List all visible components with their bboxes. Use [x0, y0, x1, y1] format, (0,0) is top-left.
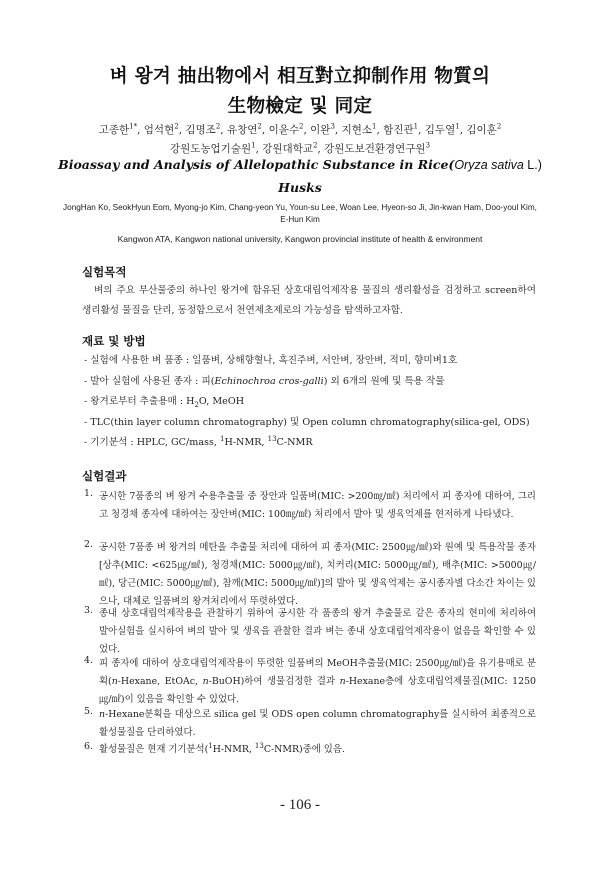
author-affiliation-mark: 2: [174, 122, 179, 131]
page-number: - 106 -: [280, 797, 320, 813]
author-name: 유창연: [226, 124, 258, 136]
methods-item-instruments: [84, 434, 536, 448]
results-item-number: 3.: [84, 605, 93, 616]
author-name: 고종한: [98, 124, 130, 136]
author-name: 김두열: [424, 124, 456, 136]
results-item-number: 4.: [84, 655, 93, 666]
results-item-number: 2.: [84, 539, 93, 550]
purpose-text: 벼의 주요 부산물중의 하나인 왕겨에 함유된 상호대립억제작용 물질의 생리활성을 검정하고 screen하여 생리활성 물질을 단리, 동정함으로서 천연제초제로의 가능성을 탐색하고자함.: [82, 285, 536, 316]
methods-instruments-sup1: 1: [219, 434, 225, 443]
author-name: 김이훈: [466, 124, 497, 136]
korean-authors: [60, 121, 540, 159]
author-name: 이완: [310, 124, 331, 136]
results-item-text: 피 종자에 대하여 상호대립억제작용이 뚜렷한 일품벼의 MeOH추출물(MIC: 2500㎍/㎖)을 유기용매로 분획(n-Hexane, EtOAc, n-BuOH)하여 생물검정한 결과 n-Hexane층에 상호대립억제물질(MIC: 1250㎍/㎖)이 있음을 확인할 수 있었다.: [99, 658, 537, 705]
methods-instruments-suffix: C-NMR: [276, 437, 313, 448]
author-name: 이윤수: [268, 124, 299, 136]
results-heading: 실험결과: [82, 469, 127, 483]
korean-author-names: 고종한$^{1*}$, 엄석현$^2$, 김명조$^2$, 유창연$^2$, 이윤수$^2$, 이완$^3$, 지현소$^1$, 함진관$^1$, 김두열$^1$, 김이훈$^2$: [98, 122, 502, 136]
methods-seeds-species: Echinochroa cros-galli: [214, 376, 324, 387]
results-item-number: 5.: [84, 706, 93, 717]
author-affiliation-mark: 1: [413, 122, 419, 131]
author-affiliation-mark: 1: [455, 122, 460, 131]
english-title-species: Oryza sativa: [454, 158, 524, 172]
methods-seeds-prefix: - 발아 실험에 사용된 종자 : 피(: [84, 376, 215, 387]
author-name: 강원대학교: [262, 143, 313, 155]
english-title-suffix: L.): [523, 158, 542, 172]
author-affiliation-mark: 1: [251, 141, 256, 150]
methods-instruments-mid: H-NMR,: [224, 437, 268, 448]
methods-item-chromatography: - TLC(thin layer column chromatography) 및 Open column chromatography(silica-gel, ODS): [84, 417, 530, 428]
author-affiliation-mark: 2: [299, 122, 304, 131]
results-item-text: 공시한 7품종 벼 왕겨의 메탄올 추출물 처리에 대하여 피 종자(MIC: 2500㎍/㎖)와 원예 및 특용작물 종자[상추(MIC: <625㎍/㎖), 청경채(MIC: 5000㎍/㎖), 치커리(MIC: 5000㎍/㎖), 배추(MIC: >5000㎍/㎖), 당근(MIC: 5000㎍/㎖), 참깨(MIC: 5000㎍/㎖)]의 발아 및 생육억제는 공시종자별 다소간 차이는 있으나, 대체로 일품벼의 왕겨처리에서 뚜렷하였다.: [99, 542, 536, 607]
methods-solvents-suffix: O, MeOH: [198, 396, 245, 407]
results-item-number: 6.: [84, 741, 93, 752]
title-line-2: 生物檢定 및 同定: [227, 96, 373, 117]
purpose-heading: 실험목적: [82, 265, 127, 279]
author-name: 엄석현: [143, 124, 175, 136]
english-title-prefix: Bioassay and Analysis of Allelopathic Substance in Rice(: [58, 157, 455, 172]
methods-heading: 재료 및 방법: [82, 334, 146, 348]
author-name: 김명조: [185, 124, 216, 136]
author-affiliation-mark: 2: [496, 122, 502, 131]
author-affiliation-mark: 3: [330, 122, 335, 131]
methods-solvents-sub: 2: [194, 400, 199, 409]
methods-item-cultivars: - 실험에 사용한 벼 품종 : 일품벼, 상해향혈나, 흑진주벼, 서안벼, 장안벼, 적미, 향미벼1호: [84, 355, 458, 366]
methods-item-solvents: [84, 393, 536, 409]
methods-item-seeds: [84, 373, 536, 387]
results-item-text: n-Hexane분획을 대상으로 silica gel 및 ODS open column chromatography를 실시하여 최종적으로 활성물질을 단리하였다.: [99, 709, 536, 738]
author-name: 함진관: [383, 124, 414, 136]
methods-instruments-sup2: 13: [267, 434, 277, 443]
english-title-line-1: [40, 157, 560, 172]
methods-solvents-prefix: - 왕겨로부터 추출용매 : H: [84, 396, 195, 407]
results-item-text: 종내 상호대립억제작용을 관찰하기 위하여 공시한 각 품종의 왕겨 추출물로 같은 종자의 현미에 처리하여 발아실험을 실시하여 벼의 발아 및 생육을 관찰한 결과 벼는 종내 상호대립억제작용이 없음을 확인할 수 있었다.: [99, 608, 536, 655]
author-affiliation-mark: 1: [372, 122, 377, 131]
methods-seeds-suffix: ) 외 6개의 원예 및 특용 작물: [323, 376, 445, 387]
title-line-1: 벼 왕겨 抽出物에서 相互對立抑制作用 物質의: [109, 66, 491, 87]
english-authors: JongHan Ko, SeokHyun Eom, Myong-jo Kim, Chang-yeon Yu, Youn-su Lee, Woan Lee, Hyeon-so Ji, Jin-kwan Ham, Doo-youl Kim, E-Hun Kim: [63, 203, 537, 224]
author-affiliation-mark: 2: [257, 122, 262, 131]
author-affiliation-mark: 1*: [129, 122, 138, 131]
methods-instruments-prefix: - 기기분석 : HPLC, GC/mass,: [84, 437, 220, 448]
english-affiliations: Kangwon ATA, Kangwon national university, Kangwon provincial institute of health & environment: [117, 234, 483, 244]
author-name: 지현소: [341, 124, 373, 136]
author-name: 강원도농업기술원: [169, 143, 252, 155]
results-item-text: 공시한 7품종의 벼 왕겨 수용추출물 중 장안과 일품벼(MIC: >200㎎/㎖) 처리에서 피 종자에 대하여, 그리고 청경채 종자에 대하여는 장안벼(MIC: 100㎎/㎖) 처리에서 발아 및 생육억제를 현저하게 나타냈다.: [99, 491, 536, 520]
author-affiliation-mark: 2: [215, 122, 221, 131]
author-name: 강원도보건환경연구원: [324, 143, 426, 155]
author-affiliation-mark: 2: [312, 141, 318, 150]
results-item-text: 활성물질은 현재 기기분석($^1$H-NMR, $^{13}$C-NMR)중에 있음.: [99, 741, 345, 755]
results-item-number: 1.: [84, 488, 93, 499]
korean-author-affiliations: 강원도농업기술원$^1$, 강원대학교$^2$, 강원도보건환경연구원$^3$: [169, 141, 431, 155]
english-title-line-2: Husks: [278, 180, 322, 195]
author-affiliation-mark: 3: [425, 141, 431, 150]
